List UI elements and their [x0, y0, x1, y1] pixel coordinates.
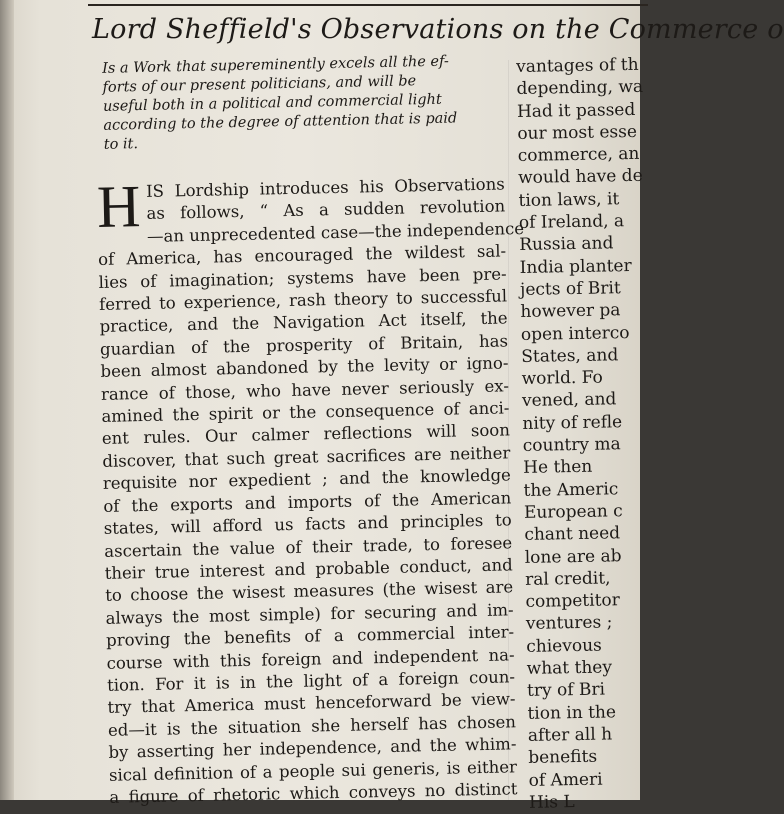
body-line: always the most simple) for securing and im- [105, 600, 514, 628]
intro-line: forts of our present politicians, and will be [102, 73, 417, 96]
body-line: of the exports and imports of the American [103, 488, 512, 516]
body-lines [97, 218, 525, 809]
article-column [94, 51, 525, 809]
body-line: rance of those, who have never seriously ex- [100, 376, 510, 404]
body-line: lies of imagination; systems have been pre- [98, 264, 507, 292]
adjacent-column-line: benefits [528, 746, 598, 769]
adjacent-column-line: Had it passed [516, 99, 636, 122]
adjacent-column-line: vened, and [521, 389, 617, 412]
adjacent-column-line: States, and [521, 345, 619, 367]
body-line: of America, has encouraged the wildest sal- [97, 241, 507, 270]
body-line: ent rules. Our calmer reflections will soon [101, 420, 511, 449]
adjacent-column-line: Russia and [519, 233, 614, 256]
adjacent-column-line: try of Bri [526, 679, 606, 702]
adjacent-column-line: tion in the [527, 701, 617, 724]
adjacent-column-line: country ma [522, 434, 621, 456]
intro-line: to it. [103, 136, 139, 153]
adjacent-column-line: the Americ [523, 478, 619, 501]
adjacent-column-line: chant need [524, 523, 621, 546]
body-line: been almost abandoned by the levity or igno- [100, 353, 509, 382]
adjacent-column-line: what they [526, 657, 613, 679]
page-edge-shadow [0, 0, 14, 800]
adjacent-column-line: His L [528, 791, 575, 813]
adjacent-column-line: ventures ; [525, 612, 613, 635]
adjacent-column-line: of Ameri [528, 769, 603, 791]
body-line: course with this foreign and independent na- [106, 644, 515, 673]
adjacent-column-line: European c [523, 501, 623, 523]
adjacent-column-line: of Ireland, a [518, 211, 625, 234]
body-line: as follows, “ As a sudden revolution [146, 196, 506, 224]
article-body [96, 173, 525, 809]
adjacent-column-line: our most esse [517, 121, 638, 144]
adjacent-column-line: world. Fo [521, 367, 603, 390]
body-line: their true interest and probable conduct, and [104, 555, 513, 583]
body-line: —an unprecedented case—the independence [146, 218, 525, 246]
adjacent-column-line: nity of refle [522, 411, 623, 434]
drop-cap: H [96, 173, 142, 240]
body-line: ferred to experience, rash theory to successful [98, 286, 508, 314]
body-line: a figure of rhetoric which conveys no distinct [109, 779, 518, 807]
body-line: tion. For it is in the light of a foreign coun- [106, 667, 516, 695]
intro-line: Is a Work that supereminently excels all the ef- [102, 53, 449, 77]
adjacent-column-line: ral credit, [524, 568, 611, 590]
body-line: sical definition of a people sui generis, is either [108, 756, 518, 785]
intro-line: useful both in a political and commercial light [102, 91, 442, 115]
adjacent-column-line: jects of Brit [519, 278, 621, 300]
adjacent-column-line: He then [523, 457, 593, 479]
adjacent-column-line: commerce, an [517, 144, 640, 167]
body-line: try that America must henceforward be view- [107, 689, 516, 718]
adjacent-column-line: open interco [520, 322, 630, 345]
body-line: practice, and the Navigation Act itself, the [99, 308, 508, 337]
intro-line: according to the degree of attention that is paid [103, 110, 458, 134]
body-line: IS Lordship introduces his Observations [145, 174, 505, 201]
adjacent-column [516, 54, 669, 814]
body-line: discover, that such great sacrifices are neither [102, 443, 511, 471]
adjacent-column-line: vantages of th [516, 54, 639, 77]
adjacent-column-line: chievous [526, 635, 602, 657]
column-gutter [508, 60, 509, 800]
body-line: requisite nor expedient ; and the knowledge [102, 465, 511, 494]
body-line: proving the benefits of a commercial inter- [105, 622, 515, 650]
adjacent-column-line: India planter [519, 255, 632, 278]
adjacent-column-line: however pa [520, 300, 621, 323]
body-line: by asserting her independence, and the whim- [108, 734, 517, 763]
body-line: guardian of the prosperity of Britain, has [99, 331, 509, 359]
adjacent-column-line: would have de [517, 166, 643, 189]
body-line: ed—it is the situation she herself has chosen [107, 712, 517, 740]
adjacent-column-line: after all h [527, 724, 613, 746]
body-line: to choose the wisest measures (the wisest are [105, 577, 514, 606]
body-line: ascertain the value of their trade, to foresee [104, 532, 513, 561]
body-line: states, will afford us facts and principles to [103, 510, 512, 538]
top-rule [88, 4, 648, 6]
adjacent-column-line: competitor [525, 590, 620, 613]
body-line: amined the spirit or the consequence of anci- [101, 398, 510, 426]
article-intro [94, 51, 504, 176]
adjacent-column-line: depending, wa [516, 77, 644, 100]
article-headline: Lord Sheffield's Observations on the Commerce o [92, 14, 784, 45]
adjacent-column-line: tion laws, it [518, 189, 620, 211]
adjacent-column-line: lone are ab [524, 545, 622, 568]
